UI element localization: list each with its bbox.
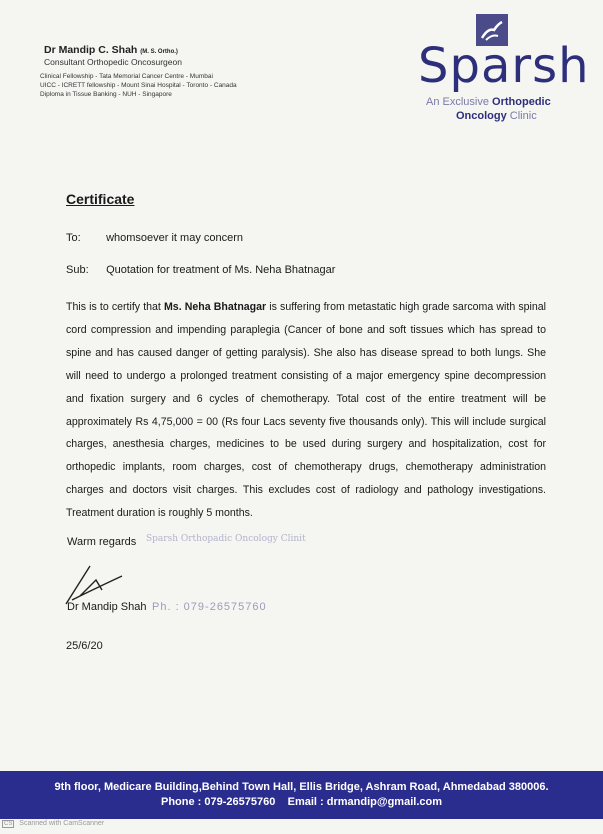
to-line <box>66 232 243 244</box>
doctor-name-text: Dr Mandip C. Shah <box>44 44 138 56</box>
body-part2: is suffering from metastatic high grade sarcoma with spinal cord compression and impending paraplegia (Cancer of bone and soft tissues which has spread to spine and has caused danger of getting paralysis). She also has disease spread to both lungs. She will need to undergo a prolonged treatment consisting of a major emergency spine decompression and fixation surgery and 6 cycles of chemotherapy. Total cost of the entire treatment will be approximately Rs 4,75,000 = 00 (Rs four Lacs seventy five thousands only). This will include surgical charges, anesthesia charges, medicines to be used during surgery and hospitalization, cost for orthopedic implants, room charges, cost of chemotherapy drugs, chemotherapy administration charges and doctors visit charges. This excludes cost of radiology and pathology investigations. Treatment duration is roughly 5 months. <box>66 301 547 520</box>
footer-email: drmandip@gmail.com <box>326 796 442 808</box>
logo-tagline-2 <box>456 110 537 122</box>
logo-tag-bold: Orthopedic <box>492 96 551 108</box>
footer-email-label: Email : <box>287 796 324 808</box>
footer-address: 9th floor, Medicare Building,Behind Town Hall, Ellis Bridge, Ashram Road, Ahmedabad 380006. <box>54 781 549 793</box>
subject-line <box>66 264 335 276</box>
footer-phone-label: Phone : <box>161 796 202 808</box>
logo-tag-prefix: An Exclusive <box>426 96 489 108</box>
camscanner-icon: CS <box>4 821 13 827</box>
credential-line: UICC - ICRETT fellowship - Mount Sinai Hospital - Toronto - Canada <box>40 82 237 89</box>
patient-name: Ms. Neha Bhatnagar <box>163 301 267 313</box>
doctor-title: Consultant Orthopedic Oncosurgeon <box>44 57 182 67</box>
scanner-note: Scanned with CamScanner <box>19 820 105 827</box>
regards: Warm regards <box>67 536 137 548</box>
doctor-degree: (M. S. Ortho.) <box>140 49 178 55</box>
credential-line: Clinical Fellowship - Tata Memorial Cancer Centre - Mumbai <box>40 73 213 80</box>
footer-contact <box>0 796 603 808</box>
logo-tag2-bold: Oncology <box>456 110 507 122</box>
logo-tagline <box>426 96 596 108</box>
to-label: To: <box>66 232 81 244</box>
certificate-title: Certificate <box>66 191 135 207</box>
credential-line: Diploma in Tissue Banking - NUH - Singapore <box>40 91 172 98</box>
signer-name: Dr Mandip Shah <box>67 601 147 613</box>
logo-tag2-thin: Clinic <box>509 110 537 122</box>
subject-label: Sub: <box>66 264 89 276</box>
to-value: whomsoever it may concern <box>106 232 244 244</box>
credentials <box>40 72 237 99</box>
letter-date: 25/6/20 <box>66 640 103 652</box>
logo-wordmark: Sparsh <box>418 38 590 94</box>
stamp-line: Sparsh Orthopadic Oncology Clinit <box>146 534 306 544</box>
letterhead-left <box>40 44 237 99</box>
footer-phone: 079-26575760 <box>204 796 276 808</box>
certificate-body <box>66 296 546 525</box>
subject-value: Quotation for treatment of Ms. Neha Bhatnagar <box>106 264 336 276</box>
footer-band <box>0 771 603 819</box>
doctor-name <box>44 44 237 56</box>
scanner-watermark <box>2 820 104 828</box>
stamp-phone: Ph. : 079-26575760 <box>152 601 267 613</box>
body-part1: This is to certify that <box>66 301 164 313</box>
